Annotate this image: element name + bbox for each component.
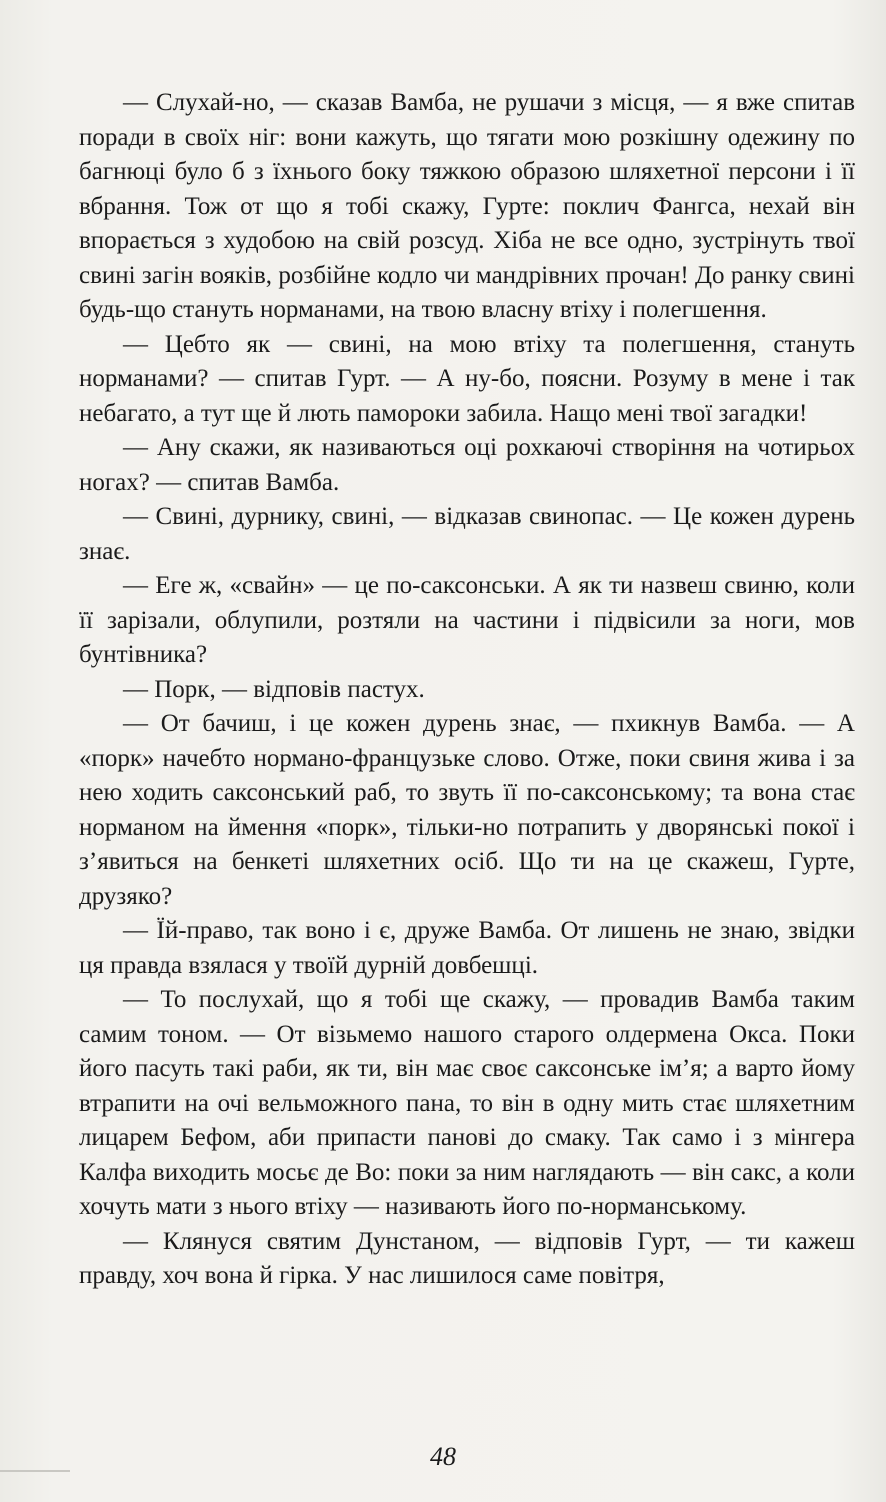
- paragraph: — Порк, — відповів пастух.: [123, 675, 425, 703]
- page-number: 48: [430, 1442, 456, 1471]
- paragraph: — Цебто як — свині, на мою втіху та полегшення, стануть норманами? — спитав Гурт. — А ну-бо, поясни. Розуму в мене і так небагато, а тут ще й лють памороки забила. Нащо мені твої загадки!: [79, 330, 855, 427]
- paragraph: — От бачиш, і це кожен дурень знає, — пхикнув Вамба. — А «порк» начебто нормано-французьке слово. Отже, поки свиня жива і за нею ходить саксонський раб, то звуть її по-саксонському; та вона стає норманом на ймення «порк», тільки-но потрапить у дворянські покої і з’явиться на бенкеті шляхетних осіб. Що ти на це скажеш, Гурте, друзяко?: [79, 710, 855, 910]
- paragraph: — Слухай-но, — сказав Вамба, не рушачи з місця, — я вже спитав поради в своїх ніг: вони кажуть, що тягати мою розкішну одежину по багнюці було б з їхнього боку тяжкою образою шляхетної персони і її вбрання. Тож от що я тобі скажу, Гурте: поклич Фангса, нехай він впорається з худобою на свій розсуд. Хіба не все одно, зустрінуть твої свині загін вояків, розбійне кодло чи мандрівних прочан! До ранку свині будь-що стануть норманами, на твою власну втіху і полегшення.: [79, 89, 855, 323]
- scan-edge-mark: [0, 1470, 70, 1472]
- paragraph: — Ану скажи, як називаються оці рохкаючі створіння на чотирьох ногах? — спитав Вамба.: [79, 434, 855, 496]
- page-body-text: [79, 86, 855, 1294]
- paragraph: — Клянуся святим Дунстаном, — відповів Гурт, — ти кажеш правду, хоч вона й гірка. У нас лишилося саме повітря,: [79, 1227, 855, 1289]
- paragraph: — Еге ж, «свайн» — це по-саксонськи. А як ти назвеш свиню, коли її зарізали, облупили, розтяли на частини і підвісили за ноги, мов бунтівника?: [79, 572, 855, 668]
- paragraph: — Їй-право, так воно і є, друже Вамба. От лишень не знаю, звідки ця правда взялася у твоїй дурній довбешці.: [79, 917, 855, 979]
- paragraph: — То послухай, що я тобі ще скажу, — провадив Вамба таким самим тоном. — От візьмемо нашого старого олдермена Окса. Поки його пасуть такі раби, як ти, він має своє саксонське ім’я; а варто йому втрапити на очі вельможного пана, то він в одну мить стає шляхетним лицарем Бефом, аби припасти панові до смаку. Так само і з мінгера Калфа виходить мосьє де Во: поки за ним наглядають — він сакс, а коли хочуть мати з нього втіху — називають його по-норманському.: [79, 986, 855, 1220]
- paragraph: — Свині, дурнику, свині, — відказав свинопас. — Це кожен дурень знає.: [79, 503, 855, 565]
